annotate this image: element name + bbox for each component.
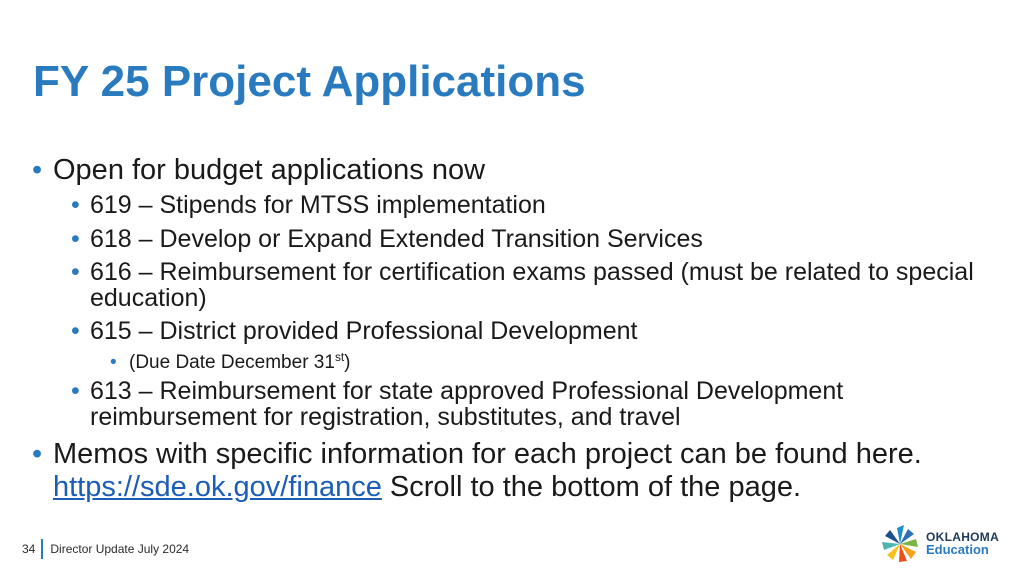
due-date-text: (Due Date December 31 [129,351,335,373]
logo-line-oklahoma: OKLAHOMA [926,529,1000,544]
logo-line-education: Education [926,542,989,558]
memos-text: Memos with specific information for each project can be found here. [53,438,922,471]
bullet-list [0,154,1010,509]
slide-title: FY 25 Project Applications [33,57,586,106]
memos-text-after: Scroll to the bottom of the page. [381,470,802,503]
pinwheel-logo-icon [880,523,920,565]
slide-footer [22,539,189,559]
sub-bullet-615: • 615 – District provided Professional Development [0,318,1010,344]
sub-sub-bullet-due-date [0,352,1010,373]
bullet-open-applications: • Open for budget applications now [0,154,1010,186]
finance-link[interactable]: https://sde.ok.gov/finance [53,470,382,503]
footer-divider [41,539,43,559]
sub-bullet-613: • 613 – Reimbursement for state approved Professional Development reimbursement for registration, substitutes, and travel [0,378,1010,431]
sub-bullet-616: • 616 – Reimbursement for certification exams passed (must be related to special education) [0,259,1010,312]
sub-bullet-619: • 619 – Stipends for MTSS implementation [0,192,1010,218]
oklahoma-education-logo [880,523,999,565]
page-number: 34 [22,542,36,556]
footer-caption: Director Update July 2024 [50,542,190,556]
due-date-close: ) [344,351,351,373]
bullet-memos [0,438,1010,503]
sub-bullet-618: • 618 – Develop or Expand Extended Transition Services [0,226,1010,252]
due-date-superscript: st [334,350,345,364]
